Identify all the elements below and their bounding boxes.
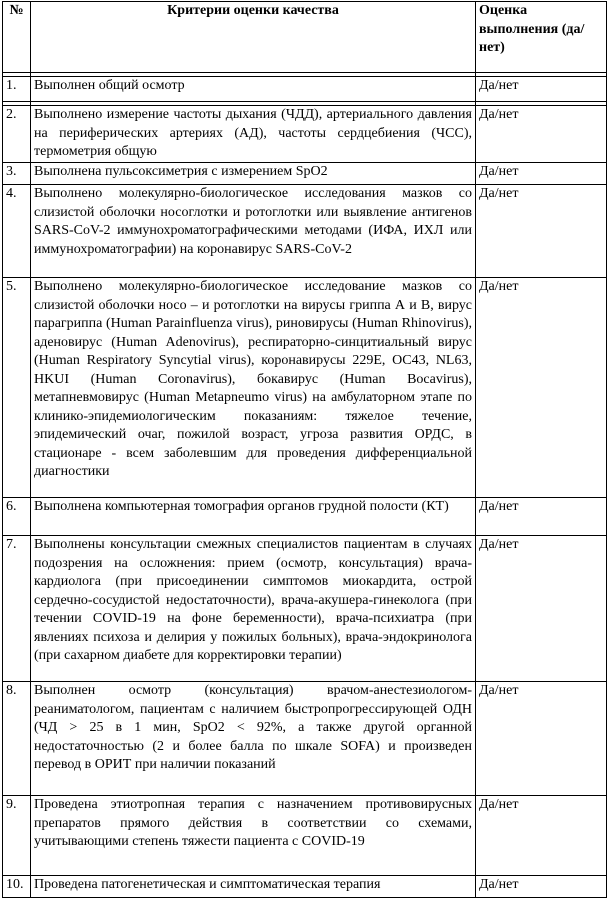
row-criterion: Выполнено молекулярно-биологическое исследования мазков со слизистой оболочки носоглотки и ротоглотки или выявление антигенов SARS-CoV-2 иммунохроматографическими методами (ИФА, ИХЛ или иммунохроматографии) на коронавирус SARS-CoV-2 — [31, 185, 476, 278]
row-criterion: Проведена патогенетическая и симптоматическая терапия — [31, 876, 476, 898]
row-criterion: Выполнен осмотр (консультация) врачом-анестезиологом-реаниматологом, пациентам с наличием быстропрогрессирующей ОДН (ЧД > 25 в 1 мин, SpO2 < 92%, а также другой органной недостаточностью (2 и более балла по шкале SOFA) и произведен перевод в ОРИТ при наличии показаний — [31, 682, 476, 796]
table-row — [3, 498, 607, 536]
row-criterion: Выполнено молекулярно-биологическое исследование мазков со слизистой оболочки носо – и ротоглотки на вирусы гриппа А и В, вирус парагриппа (Human Parainfluenza virus), риновирусы (Human Rhinovirus), аденовирус (Human Adenovirus), респираторно-синцитиальный вирус (Human Respiratory Syncytial virus), коронавирусы 229E, OC43, NL63, HKUI (Human Coronavirus), бокавирус (Human Bocavirus), метапневмовирус (Human Metapneumo virus) на амбулаторном этапе по клинико-эпидемиологическим показаниям: тяжелое течение, эпидемический очаг, пожилой возраст, угроза развития ОРДС, в стационаре - всем заболевшим для проведения дифференциальной диагностики — [31, 278, 476, 498]
row-score: Да/нет — [476, 796, 607, 876]
row-number: 1. — [3, 77, 31, 102]
table-row — [3, 185, 607, 278]
row-score: Да/нет — [476, 278, 607, 498]
table-row — [3, 163, 607, 185]
row-criterion: Выполнена компьютерная томография органов грудной полости (КТ) — [31, 498, 476, 536]
header-number: № — [3, 2, 31, 73]
row-score: Да/нет — [476, 106, 607, 163]
table-row — [3, 278, 607, 498]
row-score: Да/нет — [476, 536, 607, 682]
row-score: Да/нет — [476, 185, 607, 278]
table-row — [3, 682, 607, 796]
header-criteria: Критерии оценки качества — [31, 2, 476, 73]
table-row — [3, 536, 607, 682]
row-score: Да/нет — [476, 682, 607, 796]
row-criterion: Выполнено измерение частоты дыхания (ЧДД), артериального давления на периферических артериях (АД), частоты сердцебиения (ЧСС), термометрия общую — [31, 106, 476, 163]
row-number: 4. — [3, 185, 31, 278]
quality-criteria-table — [2, 1, 607, 898]
row-criterion: Выполнена пульсоксиметрия с измерением SpO2 — [31, 163, 476, 185]
table-row — [3, 106, 607, 163]
row-number: 6. — [3, 498, 31, 536]
row-number: 7. — [3, 536, 31, 682]
row-score: Да/нет — [476, 876, 607, 898]
header-score: Оценка выполнения (да/нет) — [476, 2, 607, 73]
row-number: 10. — [3, 876, 31, 898]
row-criterion: Выполнены консультации смежных специалистов пациентам в случаях подозрения на осложнения: прием (осмотр, консультация) врача-кардиолога (при присоединении симптомов миокардита, острой сердечно-сосудистой недостаточности), врача-акушера-гинеколога (при течении COVID-19 на фоне беременности), врача-психиатра (при явлениях психоза и делирия у пожилых больных), врача-эндокринолога (при сахарном диабете для корректировки терапии) — [31, 536, 476, 682]
table-row — [3, 77, 607, 102]
table-row — [3, 796, 607, 876]
row-number: 9. — [3, 796, 31, 876]
row-score: Да/нет — [476, 163, 607, 185]
row-number: 3. — [3, 163, 31, 185]
row-score: Да/нет — [476, 77, 607, 102]
row-number: 8. — [3, 682, 31, 796]
row-number: 5. — [3, 278, 31, 498]
row-number: 2. — [3, 106, 31, 163]
table-row — [3, 876, 607, 898]
row-criterion: Выполнен общий осмотр — [31, 77, 476, 102]
table-header-row — [3, 2, 607, 73]
row-score: Да/нет — [476, 498, 607, 536]
row-criterion: Проведена этиотропная терапия с назначением противовирусных препаратов прямого действия в соответствии со схемами, учитывающими степень тяжести пациента с COVID-19 — [31, 796, 476, 876]
